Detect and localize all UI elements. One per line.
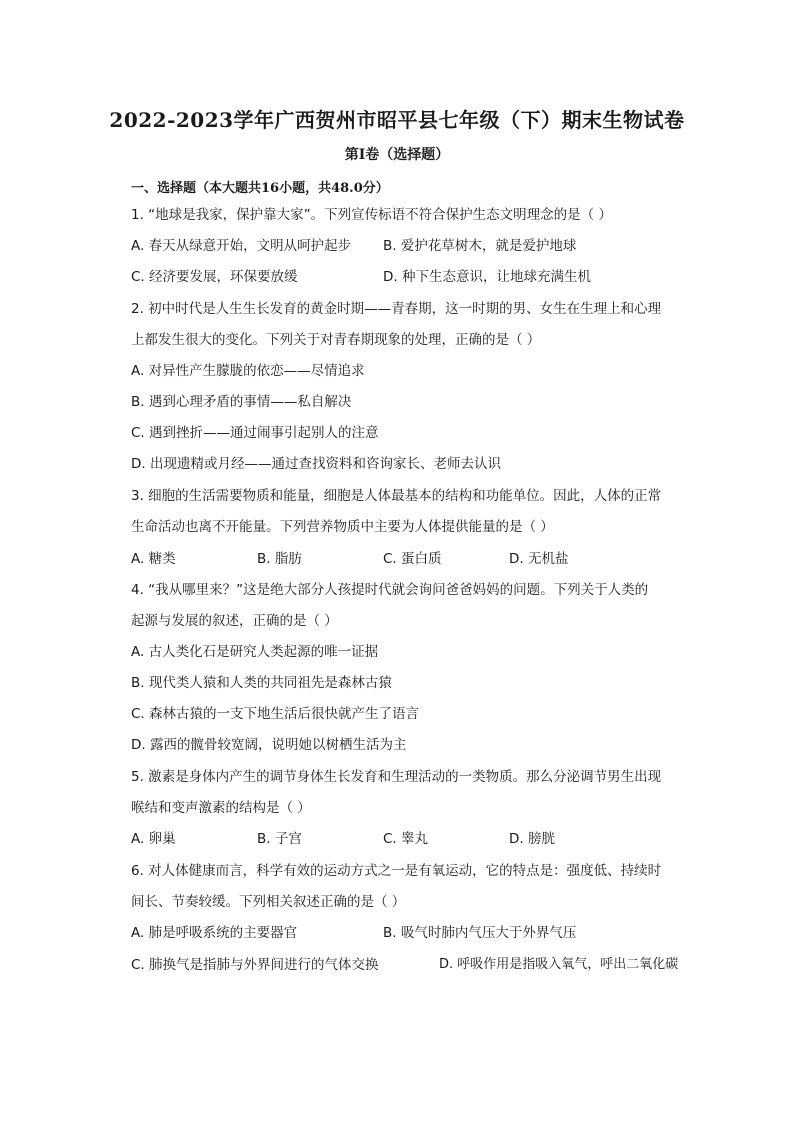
question-3-text-line-1: 3. 细胞的生活需要物质和能量，细胞是人体最基本的结构和功能单位。因此，人体的正常 [131,488,662,504]
question-5-text-line-1: 5. 激素是身体内产生的调节身体生长发育和生理活动的一类物质。那么分泌调节男生出现 [131,769,662,785]
question-5-option-c: C. 睾丸 [383,831,429,847]
question-3-option-a: A. 糖类 [131,551,176,567]
question-6-option-b: B. 吸气时肺内气压大于外界气压 [383,925,577,941]
question-2-option-c: C. 遇到挫折——通过闹事引起别人的注意 [131,425,379,441]
question-1-option-d: D. 种下生态意识，让地球充满生机 [383,269,591,285]
question-6-text-line-1: 6. 对人体健康而言，科学有效的运动方式之一是有氧运动，它的特点是：强度低、持续时 [131,863,662,879]
question-4-option-d: D. 露西的髋骨较宽阔，说明她以树栖生活为主 [131,737,407,753]
question-4-option-c: C. 森林古猿的一支下地生活后很快就产生了语言 [131,706,420,722]
question-1-option-c: C. 经济要发展，环保要放缓 [131,269,298,285]
question-4-text-line-2: 起源与发展的叙述，正确的是（ ） [131,613,338,629]
question-5-option-b: B. 子宫 [257,831,302,847]
question-2-option-a: A. 对异性产生朦胧的依恋——尽情追求 [131,363,365,379]
question-6-option-d: D. 呼吸作用是指吸入氧气，呼出二氧化碳 [439,957,679,972]
question-2-text-line-1: 2. 初中时代是人生生长发育的黄金时期——青春期，这一时期的男、女生在生理上和心理 [131,301,662,317]
question-5-option-a: A. 卵巢 [131,831,176,847]
question-2-option-b: B. 遇到心理矛盾的事情——私自解决 [131,394,352,410]
question-3-option-b: B. 脂肪 [257,551,302,567]
question-6-option-c: C. 肺换气是指肺与外界间进行的气体交换 [131,957,379,973]
question-6-text-line-2: 间长、节奏较缓。下列相关叙述正确的是（ ） [131,894,406,910]
question-2-text-line-2: 上都发生很大的变化。下列关于对青春期现象的处理，正确的是（ ） [131,332,541,348]
question-1-text: 1. “地球是我家，保护靠大家”。下列宣传标语不符合保护生态文明理念的是（ ） [131,207,612,223]
question-1-option-a: A. 春天从绿意开始，文明从呵护起步 [131,238,352,254]
volume-heading: 第I卷（选择题） [344,147,450,163]
section-heading: 一、选择题（本大题共16小题，共48.0分） [131,181,389,196]
question-2-option-d: D. 出现遗精或月经——通过查找资料和咨询家长、老师去认识 [131,456,501,472]
question-3-text-line-2: 生命活动也离不开能量。下列营养物质中主要为人体提供能量的是（ ） [131,519,554,535]
question-3-option-d: D. 无机盐 [509,551,569,567]
question-6-option-a: A. 肺是呼吸系统的主要器官 [131,925,298,941]
question-3-option-c: C. 蛋白质 [383,551,442,567]
question-5-option-d: D. 膀胱 [509,831,555,847]
question-4-option-b: B. 现代类人猿和人类的共同祖先是森林古猿 [131,675,392,691]
question-4-text-line-1: 4. “我从哪里来？”这是绝大部分人孩提时代就会询问爸爸妈妈的问题。下列关于人类的 [131,582,649,598]
question-1-option-b: B. 爱护花草树木，就是爱护地球 [383,238,577,254]
question-5-text-line-2: 喉结和变声激素的结构是（ ） [131,800,311,816]
page-title: 2022-2023学年广西贺州市昭平县七年级（下）期末生物试卷 [109,108,685,132]
question-4-option-a: A. 古人类化石是研究人类起源的唯一证据 [131,644,379,660]
